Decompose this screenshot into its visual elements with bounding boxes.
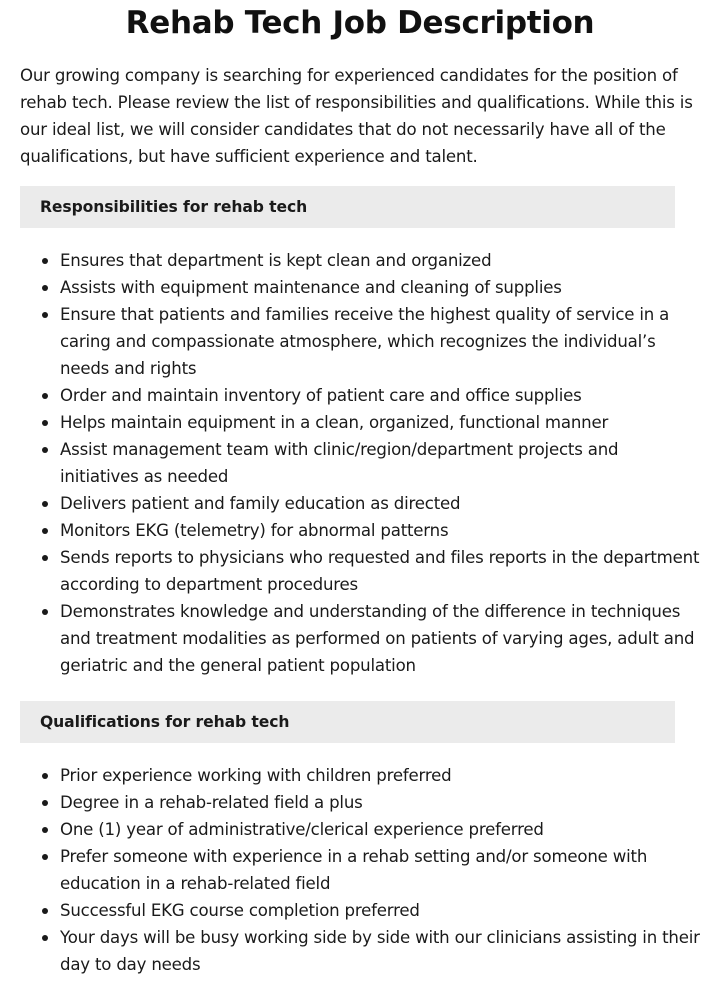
list-item-text: Degree in a rehab-related field a plus [60, 793, 363, 812]
responsibilities-heading: Responsibilities for rehab tech [20, 186, 675, 228]
bullet-icon [42, 393, 48, 399]
bullet-icon [42, 800, 48, 806]
list-item-text: Delivers patient and family education as directed [60, 494, 461, 513]
list-item-text: Ensure that patients and families receive the highest quality of service in a caring and compassionate atmosphere, which recognizes the individual’s needs and rights [60, 305, 670, 378]
page-title: Rehab Tech Job Description [125, 5, 595, 41]
list-item-text: Assist management team with clinic/region/department projects and initiatives as needed [60, 440, 619, 486]
list-item-text: One (1) year of administrative/clerical experience preferred [60, 820, 544, 839]
bullet-icon [42, 555, 48, 561]
bullet-icon [42, 773, 48, 779]
qualifications-heading: Qualifications for rehab tech [20, 701, 675, 743]
list-item-text: Ensures that department is kept clean and organized [60, 251, 492, 270]
list-item [60, 517, 700, 544]
bullet-icon [42, 609, 48, 615]
bullet-icon [42, 312, 48, 318]
list-item-text: Monitors EKG (telemetry) for abnormal patterns [60, 521, 449, 540]
list-item [60, 274, 700, 301]
bullet-icon [42, 528, 48, 534]
list-item [60, 843, 700, 897]
intro-paragraph: Our growing company is searching for experienced candidates for the position of rehab tech. Please review the list of responsibilities and qualifications. While this is our ideal list, we will consider candidates that do not necessarily have all of the qualifications, but have sufficient experience and talent. [20, 66, 693, 166]
bullet-icon [42, 501, 48, 507]
list-item [60, 382, 700, 409]
list-item-text: Demonstrates knowledge and understanding of the difference in techniques and treatment modalities as performed on patients of varying ages, adult and geriatric and the general patient population [60, 602, 695, 675]
list-item [60, 897, 700, 924]
list-item [60, 762, 700, 789]
list-item [60, 544, 700, 598]
list-item [60, 436, 700, 490]
qualifications-list [20, 762, 700, 978]
list-item-text: Prefer someone with experience in a rehab setting and/or someone with education in a rehab-related field [60, 847, 648, 893]
list-item-text: Assists with equipment maintenance and cleaning of supplies [60, 278, 562, 297]
list-item [60, 598, 700, 679]
list-item-text: Sends reports to physicians who requested and files reports in the department according to department procedures [60, 548, 700, 594]
responsibilities-list [20, 247, 700, 679]
bullet-icon [42, 827, 48, 833]
bullet-icon [42, 285, 48, 291]
list-item-text: Prior experience working with children preferred [60, 766, 452, 785]
list-item-text: Successful EKG course completion preferred [60, 901, 420, 920]
list-item [60, 409, 700, 436]
bullet-icon [42, 420, 48, 426]
bullet-icon [42, 258, 48, 264]
list-item [60, 924, 700, 978]
list-item-text: Helps maintain equipment in a clean, organized, functional manner [60, 413, 609, 432]
bullet-icon [42, 447, 48, 453]
bullet-icon [42, 854, 48, 860]
list-item-text: Order and maintain inventory of patient care and office supplies [60, 386, 582, 405]
list-item [60, 789, 700, 816]
list-item [60, 490, 700, 517]
list-item [60, 301, 700, 382]
list-item [60, 816, 700, 843]
list-item [60, 247, 700, 274]
list-item-text: Your days will be busy working side by side with our clinicians assisting in their day to day needs [60, 928, 700, 974]
bullet-icon [42, 908, 48, 914]
bullet-icon [42, 935, 48, 941]
